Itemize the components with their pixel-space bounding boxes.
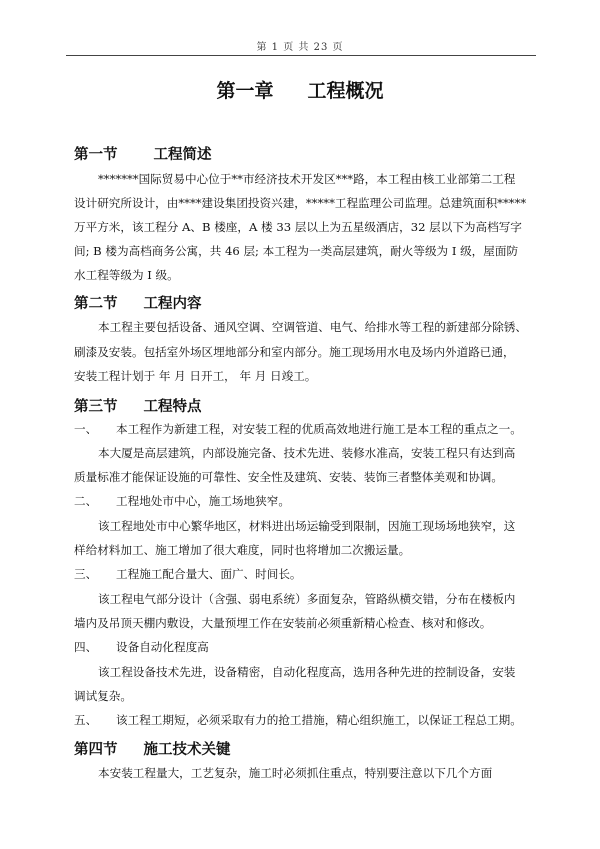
chapter-number: 第一章	[216, 80, 274, 102]
list-item-number: 五、	[74, 713, 98, 727]
paragraph-line: 间; B 楼为高档商务公寓，共 46 层; 本工程为一类高层建筑，耐火等级为 I 级，屋面防	[74, 244, 519, 258]
list-item-number: 四、	[74, 640, 98, 654]
section-3-heading	[74, 395, 202, 416]
paragraph-line: 墙内及吊顶天棚内敷设，大量预埋工作在安装前必须重新精心检查、核对和修改。	[74, 616, 492, 630]
paragraph-line: 设计研究所设计，由****建设集团投资兴建，*****工程监理公司监理。总建筑面积*****	[74, 196, 527, 210]
list-item-number: 二、	[74, 494, 98, 508]
paragraph-line: 本安装工程量大，工艺复杂，施工时必须抓住重点，特别要注意以下几个方面	[98, 766, 493, 780]
paragraph-line: 调试复杂。	[74, 689, 132, 703]
section-title: 工程简述	[153, 146, 212, 163]
section-number: 第三节	[74, 398, 118, 415]
list-item-heading: 该工程工期短，必须采取有力的抢工措施，精心组织施工，以保证工程总工期。	[116, 713, 522, 727]
list-item-heading: 工程地处市中心，施工场地狭窄。	[116, 494, 290, 508]
list-item-heading: 设备自动化程度高	[116, 640, 209, 654]
section-title: 工程特点	[143, 398, 202, 415]
section-2-heading	[74, 292, 202, 313]
paragraph-line: 水工程等级为 I 级。	[74, 268, 179, 282]
list-item-heading: 本工程作为新建工程，对安装工程的优质高效地进行施工是本工程的重点之一。	[116, 422, 522, 436]
chapter-title	[0, 76, 600, 103]
list-item-number: 一、	[74, 422, 98, 436]
header-divider	[66, 55, 536, 56]
page-header: 第 1 页 共 23 页	[256, 42, 344, 53]
paragraph-line: 该工程设备技术先进，设备精密，自动化程度高，选用各种先进的控制设备，安装	[98, 665, 516, 679]
section-title: 工程内容	[143, 295, 202, 312]
paragraph-line: 质量标准才能保证设施的可靠性、安全性及建筑、安装、装饰三者整体美观和协调。	[74, 470, 503, 484]
paragraph-line: 刷漆及安装。包括室外场区埋地部分和室内部分。施工现场用水电及场内外道路已通，	[74, 345, 515, 359]
section-title: 施工技术关键	[143, 741, 231, 758]
paragraph-line: 本工程主要包括设备、通风空调、空调管道、电气、给排水等工程的新建部分除锈、	[98, 320, 527, 334]
section-4-heading	[74, 738, 231, 759]
section-number: 第四节	[74, 741, 118, 758]
section-1-heading	[74, 143, 212, 164]
paragraph-line: 该工程地处市中心繁华地区，材料进出场运输受到限制，因施工现场场地狭窄，这	[98, 519, 516, 533]
paragraph-line: 万平方米，该工程分 A、B 楼座，A 楼 33 层以上为五星级酒店，32 层以下为高档写字	[74, 220, 522, 234]
chapter-name: 工程概况	[307, 80, 384, 102]
paragraph-line: *******国际贸易中心位于**市经济技术开发区***路，本工程由核工业部第二工程	[98, 172, 516, 186]
section-number: 第一节	[74, 146, 118, 163]
paragraph-line: 安装工程计划于 年 月 日开工， 年 月 日竣工。	[74, 369, 317, 383]
paragraph-line: 本大厦是高层建筑，内部设施完备、技术先进、装修水准高，安装工程只有达到高	[98, 446, 516, 460]
paragraph-line: 该工程电气部分设计（含强、弱电系统）多面复杂，管路纵横交错，分布在楼板内	[98, 592, 516, 606]
section-number: 第二节	[74, 295, 118, 312]
list-item-number: 三、	[74, 567, 98, 581]
list-item-heading: 工程施工配合量大、面广、时间长。	[116, 567, 302, 581]
paragraph-line: 样给材料加工、施工增加了很大难度，同时也将增加二次搬运量。	[74, 543, 411, 557]
